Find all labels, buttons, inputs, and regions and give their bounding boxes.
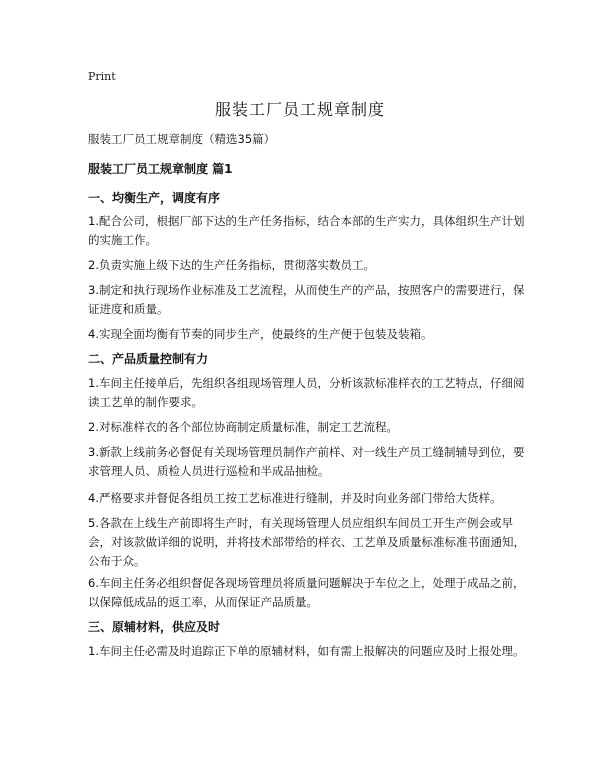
paragraph: 4.严格要求并督促各组员工按工艺标准进行缝制，并及时向业务部门带给大货样。 — [88, 491, 502, 505]
paragraph: 2.对标准样衣的各个部位协商制定质量标准，制定工艺流程。 — [88, 420, 398, 434]
page-title: 服装工厂员工规章制度 — [214, 100, 385, 119]
section-heading-1: 一、均衡生产，调度有序 — [88, 191, 221, 205]
paragraph: 5.各款在上线生产前即将生产时，有关现场管理人员应组织车间员工开生产例会或早会，对该款做详细的说明，并将技术部带给的样衣、工艺单及质量标准标准书面通知，公布于众。 — [88, 516, 525, 568]
article-heading: 服装工厂员工规章制度 篇1 — [88, 162, 233, 176]
print-link[interactable]: Print — [88, 70, 116, 83]
paragraph: 6.车间主任务必组织督促各现场管理员将质量问题解决于车位之上，处理于成品之前，以保障低成品的返工率，从而保证产品质量。 — [88, 576, 525, 609]
document-subtitle: 服装工厂员工规章制度（精选35篇） — [88, 132, 276, 146]
paragraph: 2.负责实施上级下达的生产任务指标，贯彻落实数员工。 — [88, 258, 375, 272]
paragraph: 1.车间主任接单后，先组织各组现场管理人员，分析该款标准样衣的工艺特点，仔细阅读工艺单的制作要求。 — [88, 376, 525, 409]
paragraph: 1.配合公司，根据厂部下达的生产任务指标，结合本部的生产实力，具体组织生产计划的实施工作。 — [88, 214, 525, 247]
paragraph: 3.制定和执行现场作业标准及工艺流程，从而使生产的产品，按照客户的需要进行，保证进度和质量。 — [88, 283, 525, 316]
paragraph: 4.实现全面均衡有节奏的同步生产，使最终的生产便于包装及装箱。 — [88, 327, 433, 341]
paragraph: 1.车间主任必需及时追踪正下单的原辅材料，如有需上报解决的问题应及时上报处理。 — [88, 644, 525, 658]
paragraph: 3.新款上线前务必督促有关现场管理员制作产前样、对一线生产员工缝制辅导到位，要求管理人员、质检人员进行巡检和半成品抽检。 — [88, 445, 525, 478]
section-heading-3: 三、原辅材料，供应及时 — [88, 620, 221, 634]
section-heading-2: 二、产品质量控制有力 — [88, 352, 209, 366]
